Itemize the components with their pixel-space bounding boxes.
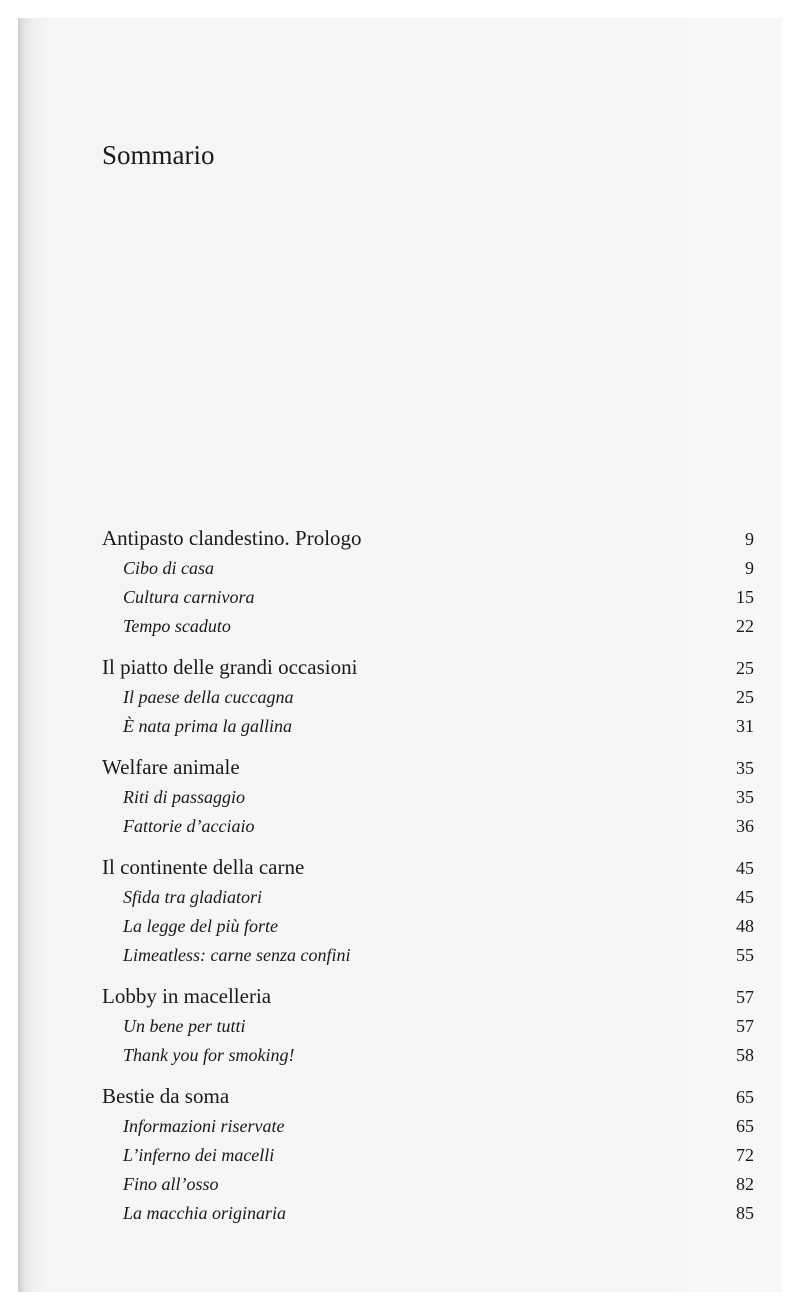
subsection-title: Riti di passaggio xyxy=(123,787,246,807)
subsection-title: Limeatless: carne senza confini xyxy=(123,945,351,965)
page-number: 15 xyxy=(736,587,754,607)
page-number: 35 xyxy=(736,758,754,778)
page-number: 65 xyxy=(736,1116,754,1136)
toc-section xyxy=(102,652,754,741)
subsection-title: Cibo di casa xyxy=(123,558,215,578)
subsection-title: Il paese della cuccagna xyxy=(123,687,294,707)
page-number: 45 xyxy=(736,887,754,907)
chapter-title: Bestie da soma xyxy=(102,1084,230,1108)
toc-subsection-entry[interactable] xyxy=(102,683,754,712)
toc-chapter-entry[interactable] xyxy=(102,523,754,554)
page-number: 9 xyxy=(745,529,754,549)
subsection-title: Un bene per tutti xyxy=(123,1016,246,1036)
chapter-title: Il continente della carne xyxy=(102,855,305,879)
toc-chapter-entry[interactable] xyxy=(102,752,754,783)
subsection-title: È nata prima la gallina xyxy=(123,716,293,736)
toc-subsection-entry[interactable] xyxy=(102,1041,754,1070)
subsection-title: Tempo scaduto xyxy=(123,616,231,636)
page-number: 65 xyxy=(736,1087,754,1107)
book-page xyxy=(18,18,782,1292)
toc-chapter-entry[interactable] xyxy=(102,652,754,683)
toc-chapter-entry[interactable] xyxy=(102,852,754,883)
page-number: 22 xyxy=(736,616,754,636)
toc-section xyxy=(102,1081,754,1228)
chapter-title: Welfare animale xyxy=(102,755,240,779)
subsection-title: La macchia originaria xyxy=(123,1203,287,1223)
toc-subsection-entry[interactable] xyxy=(102,883,754,912)
page-number: 45 xyxy=(736,858,754,878)
toc-section xyxy=(102,752,754,841)
toc-subsection-entry[interactable] xyxy=(102,812,754,841)
toc-subsection-entry[interactable] xyxy=(102,1012,754,1041)
page-number: 31 xyxy=(736,716,754,736)
toc-chapter-entry[interactable] xyxy=(102,981,754,1012)
toc-chapter-entry[interactable] xyxy=(102,1081,754,1112)
page-number: 35 xyxy=(736,787,754,807)
toc-subsection-entry[interactable] xyxy=(102,554,754,583)
page-number: 72 xyxy=(736,1145,754,1165)
page-title: Sommario xyxy=(102,140,215,170)
subsection-title: Fattorie d’acciaio xyxy=(123,816,255,836)
toc-subsection-entry[interactable] xyxy=(102,1170,754,1199)
toc-subsection-entry[interactable] xyxy=(102,912,754,941)
subsection-title: Sfida tra gladiatori xyxy=(123,887,263,907)
toc-subsection-entry[interactable] xyxy=(102,712,754,741)
toc-subsection-entry[interactable] xyxy=(102,941,754,970)
page-number: 9 xyxy=(745,558,754,578)
page-number: 36 xyxy=(736,816,754,836)
toc-subsection-entry[interactable] xyxy=(102,783,754,812)
chapter-title: Antipasto clandestino. Prologo xyxy=(102,526,362,550)
chapter-title: Il piatto delle grandi occasioni xyxy=(102,655,358,679)
page-number: 58 xyxy=(736,1045,754,1065)
toc-section xyxy=(102,852,754,970)
subsection-title: Fino all’osso xyxy=(123,1174,219,1194)
page-number: 55 xyxy=(736,945,754,965)
toc-subsection-entry[interactable] xyxy=(102,1199,754,1228)
subsection-title: Informazioni riservate xyxy=(123,1116,285,1136)
toc-subsection-entry[interactable] xyxy=(102,583,754,612)
page-number: 82 xyxy=(736,1174,754,1194)
subsection-title: Cultura carnivora xyxy=(123,587,255,607)
chapter-title: Lobby in macelleria xyxy=(102,984,272,1008)
page-number: 48 xyxy=(736,916,754,936)
toc-section xyxy=(102,523,754,641)
page-number: 85 xyxy=(736,1203,754,1223)
toc-subsection-entry[interactable] xyxy=(102,1141,754,1170)
toc-section xyxy=(102,981,754,1070)
table-of-contents xyxy=(102,523,754,1239)
toc-subsection-entry[interactable] xyxy=(102,1112,754,1141)
page-number: 25 xyxy=(736,658,754,678)
page-number: 57 xyxy=(736,1016,754,1036)
page-number: 25 xyxy=(736,687,754,707)
toc-subsection-entry[interactable] xyxy=(102,612,754,641)
subsection-title: L’inferno dei macelli xyxy=(123,1145,275,1165)
page-number: 57 xyxy=(736,987,754,1007)
subsection-title: Thank you for smoking! xyxy=(123,1045,295,1065)
subsection-title: La legge del più forte xyxy=(123,916,278,936)
